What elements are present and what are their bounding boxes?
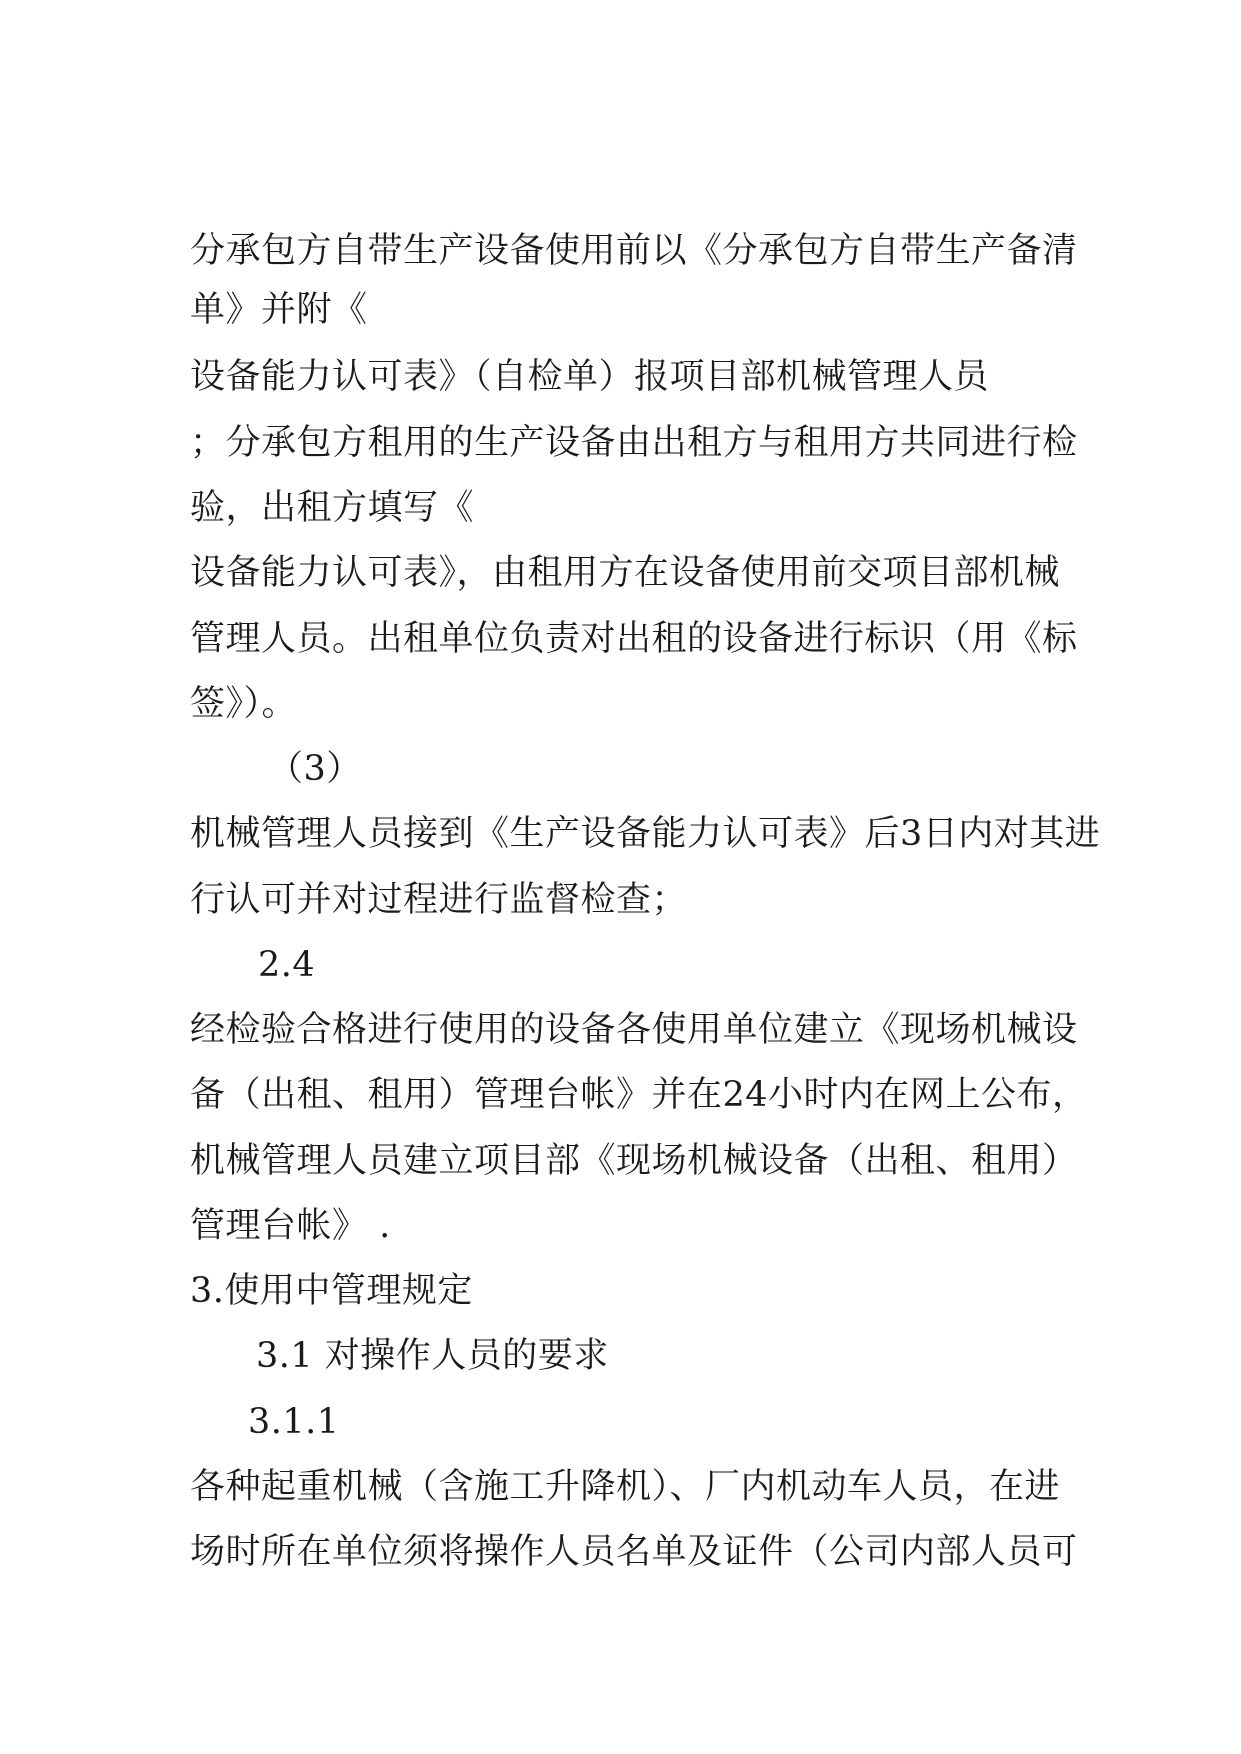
text-line-9: （3） — [268, 749, 362, 789]
text-line-12: 2.4 — [258, 945, 316, 985]
text-line-7: 管理人员。出租单位负责对出租的设备进行标识（用《标 — [190, 619, 1078, 659]
text-line-21: 场时所在单位须将操作人员名单及证件（公司内部人员可 — [190, 1532, 1078, 1572]
text-line-2: 单》并附《 — [190, 290, 368, 330]
text-line-8: 签》）。 — [190, 684, 298, 724]
text-line-10: 机械管理人员接到《生产设备能力认可表》后3日内对其进 — [190, 814, 1101, 854]
text-line-3: 设备能力认可表》（自检单）报项目部机械管理人员 — [190, 357, 990, 397]
text-line-4: ；分承包方租用的生产设备由出租方与租用方共同进行检 — [190, 423, 1078, 463]
subsection-heading-3-1: 3.1 对操作人员的要求 — [256, 1336, 609, 1376]
text-line-6: 设备能力认可表》，由租用方在设备使用前交项目部机械 — [190, 553, 1061, 593]
text-line-20: 各种起重机械（含施工升降机）、厂内机动车人员，在进 — [190, 1467, 1061, 1507]
subsection-heading-3-1-1: 3.1.1 — [248, 1402, 340, 1442]
text-line-14: 备（出租、租用）管理台帐》并在24小时内在网上公布， — [190, 1075, 1088, 1115]
text-line-5: 验，出租方填写《 — [190, 488, 475, 528]
text-line-16: 管理台帐》 . — [190, 1206, 391, 1246]
text-line-13: 经检验合格进行使用的设备各使用单位建立《现场机械设 — [190, 1010, 1078, 1050]
text-line-15: 机械管理人员建立项目部《现场机械设备（出租、租用） — [190, 1141, 1078, 1181]
text-line-11: 行认可并对过程进行监督检查； — [190, 880, 688, 920]
section-heading-3: 3.使用中管理规定 — [190, 1271, 473, 1311]
text-line-1: 分承包方自带生产设备使用前以《分承包方自带生产备清 — [190, 231, 1078, 271]
